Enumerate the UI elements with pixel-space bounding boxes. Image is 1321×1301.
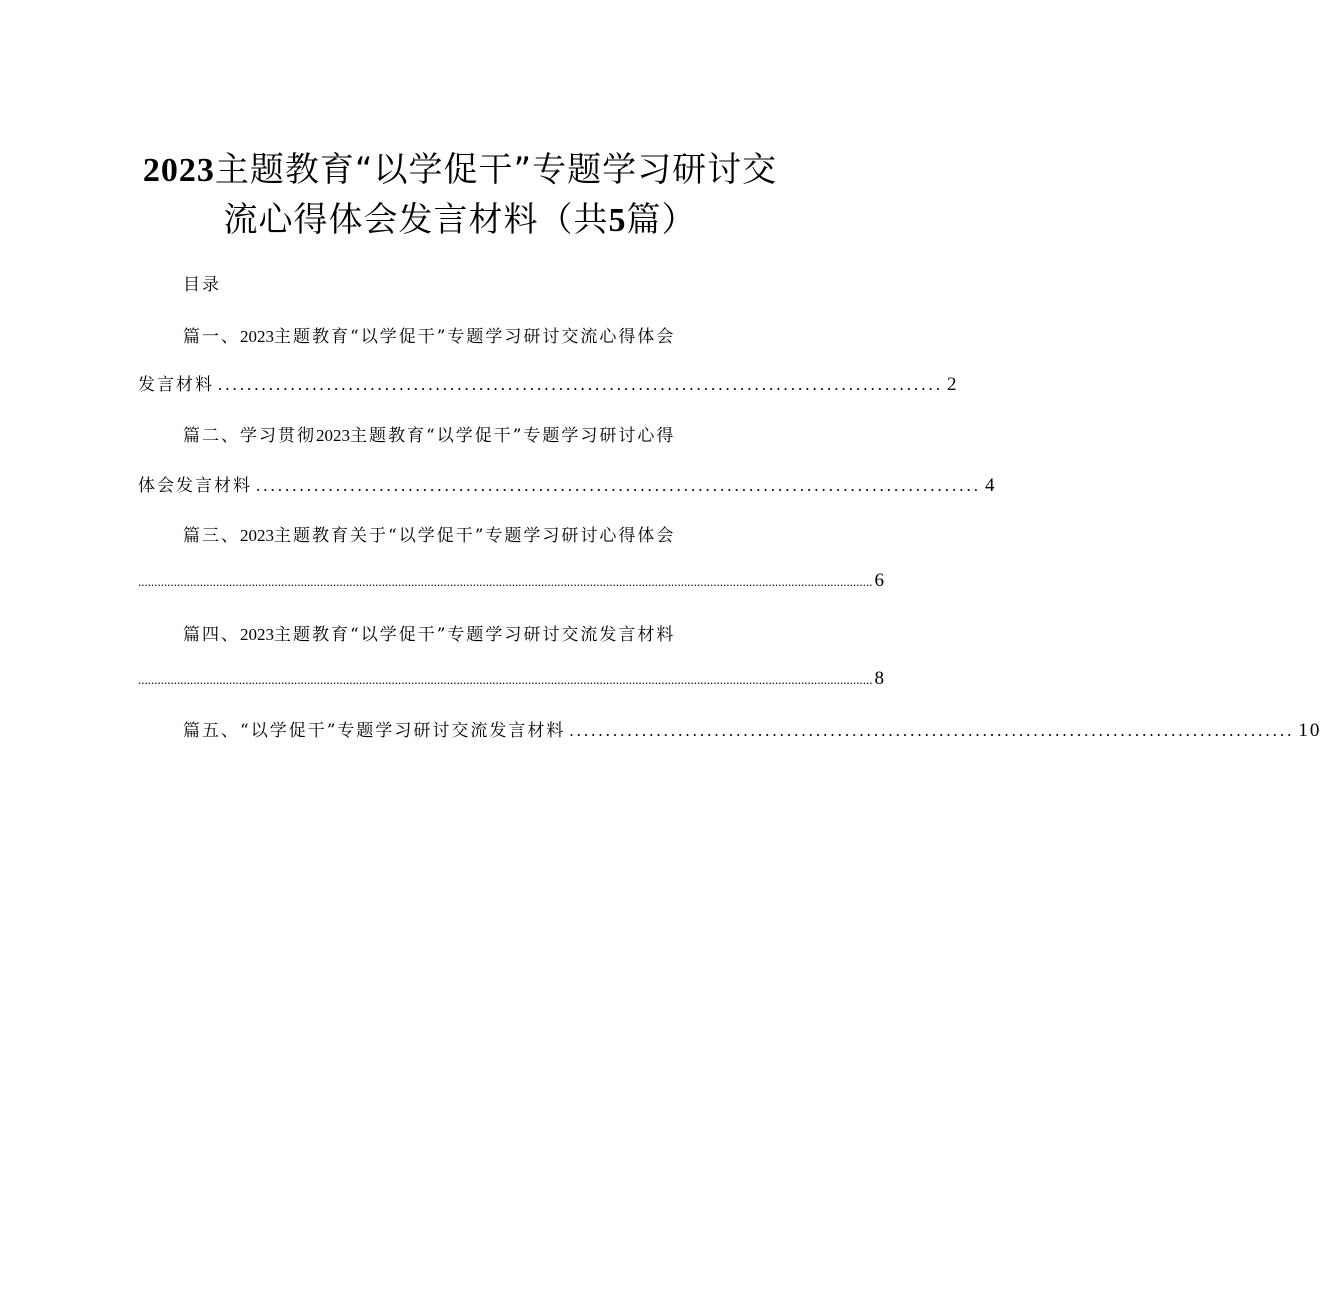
toc-entry-4-line-1[interactable] xyxy=(183,620,675,645)
toc-entry-year: 2023 xyxy=(240,526,274,545)
toc-entry-title: “以学促干”专题学习研讨交流发言材料 xyxy=(240,721,566,741)
toc-entry-1-line-1[interactable] xyxy=(183,322,675,347)
toc-entry-prefix: 篇二、学习贯彻 xyxy=(183,426,316,446)
leader-dots: .................................................................................................................................................................................................................................. xyxy=(138,672,873,687)
toc-entry-title: 主题教育“以学促干”专题学习研讨交流发言材料 xyxy=(274,625,676,645)
toc-entry-title: 主题教育“以学促干”专题学习研讨心得 xyxy=(350,426,676,446)
toc-entry-year: 2023 xyxy=(240,625,274,644)
toc-entry-5-line-1[interactable] xyxy=(183,716,1321,742)
document-title-line-2 xyxy=(0,192,920,241)
toc-entry-prefix: 篇三、 xyxy=(183,526,240,546)
toc-page-number: 2 xyxy=(947,374,959,395)
toc-entry-3-line-1[interactable] xyxy=(183,521,675,546)
toc-page-number: 10 xyxy=(1298,720,1321,741)
leader-dots: .................................................................................................... xyxy=(569,721,1295,740)
toc-entry-prefix: 篇五、 xyxy=(183,721,240,741)
document-title-line-1 xyxy=(0,142,920,191)
toc-entry-2-line-1[interactable] xyxy=(183,421,675,446)
leader-dots: .................................................................................................................................................................................................................................. xyxy=(138,574,873,589)
toc-entry-year: 2023 xyxy=(316,426,350,445)
toc-entry-1-line-2[interactable] xyxy=(138,370,959,396)
leader-dots: .................................................................................................... xyxy=(256,476,981,495)
title-text-2a: 流心得体会发言材料（共 xyxy=(223,200,609,240)
title-text-1: 主题教育“以学促干”专题学习研讨交 xyxy=(214,150,778,190)
toc-page-number: 6 xyxy=(874,570,886,591)
toc-entry-prefix: 篇一、 xyxy=(183,327,240,347)
title-text-2b: 篇） xyxy=(626,200,697,240)
title-count: 5 xyxy=(608,202,627,239)
toc-entry-title: 主题教育关于“以学促干”专题学习研讨心得体会 xyxy=(274,526,676,546)
toc-entry-year: 2023 xyxy=(240,327,274,346)
toc-page-number: 8 xyxy=(874,668,886,689)
toc-entry-2-line-2[interactable] xyxy=(138,471,997,497)
toc-entry-4-line-2[interactable] xyxy=(138,668,886,690)
toc-entry-title-cont: 发言材料 xyxy=(138,375,214,395)
leader-dots: .................................................................................................... xyxy=(218,375,943,394)
toc-entry-3-line-2[interactable] xyxy=(138,570,886,592)
toc-entry-prefix: 篇四、 xyxy=(183,625,240,645)
toc-heading: 目录 xyxy=(183,275,221,295)
toc-entry-title: 主题教育“以学促干”专题学习研讨交流心得体会 xyxy=(274,327,676,347)
toc-page-number: 4 xyxy=(985,475,997,496)
toc-entry-title-cont: 体会发言材料 xyxy=(138,476,252,496)
title-year: 2023 xyxy=(142,152,215,189)
